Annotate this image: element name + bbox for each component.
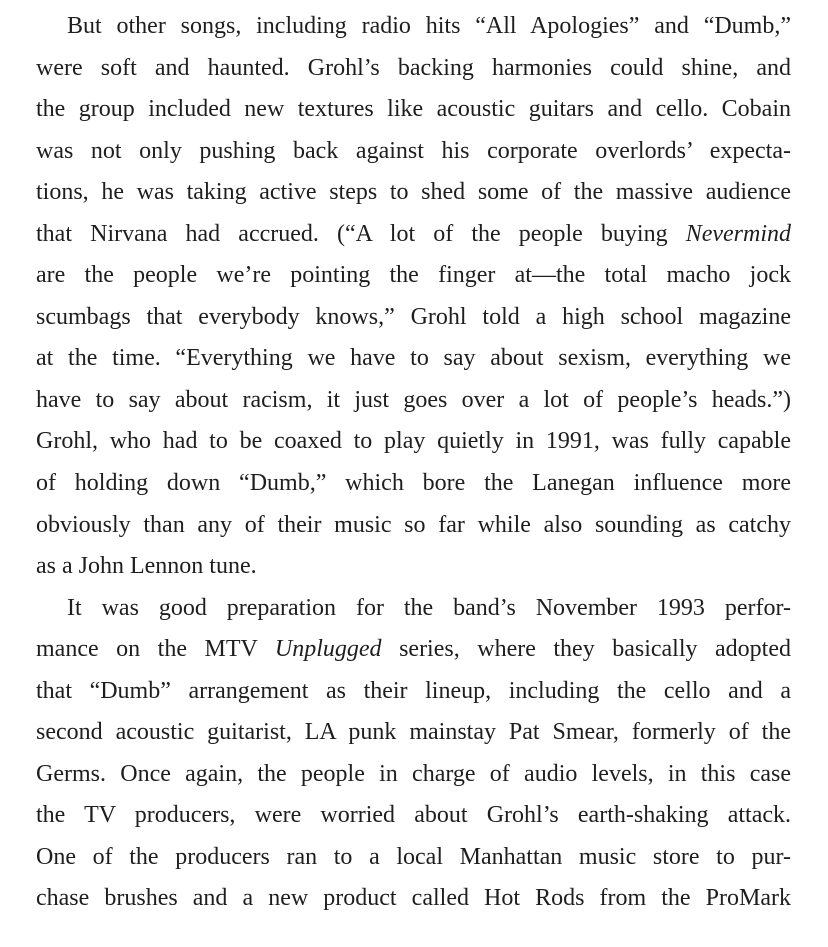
text-line: It was good preparation for the band’s November 1993 perfor- bbox=[67, 594, 791, 621]
text-line: the group included new textures like acoustic guitars and cello. Cobain bbox=[36, 96, 791, 123]
text-line: were soft and haunted. Grohl’s backing harmonies could shine, and bbox=[36, 54, 791, 81]
text-line: chase brushes and a new product called Hot Rods from the ProMark bbox=[36, 885, 791, 912]
text-line: are the people we’re pointing the finger at—the total macho jock bbox=[36, 262, 791, 289]
text-line: scumbags that everybody knows,” Grohl told a high school magazine bbox=[36, 303, 791, 330]
text-line: tions, he was taking active steps to shed some of the massive audience bbox=[36, 179, 791, 206]
text-line: that “Dumb” arrangement as their lineup, including the cello and a bbox=[36, 677, 791, 704]
text-line: Germs. Once again, the people in charge of audio levels, in this case bbox=[36, 760, 791, 787]
text-line: second acoustic guitarist, LA punk mainstay Pat Smear, formerly of the bbox=[36, 719, 791, 746]
text-line: of holding down “Dumb,” which bore the Lanegan influence more bbox=[36, 470, 791, 497]
text-line: at the time. “Everything we have to say about sexism, everything we bbox=[36, 345, 791, 372]
text-line: as a John Lennon tune. bbox=[36, 553, 257, 580]
text-line: But other songs, including radio hits “All Apologies” and “Dumb,” bbox=[67, 13, 791, 39]
text-line: One of the producers ran to a local Manhattan music store to pur- bbox=[36, 843, 791, 870]
text-line: obviously than any of their music so far while also sounding as catchy bbox=[36, 511, 791, 538]
page-text bbox=[36, 6, 791, 920]
text-line: the TV producers, were worried about Grohl’s earth-shaking attack. bbox=[36, 802, 791, 829]
text-line: have to say about racism, it just goes over a lot of people’s heads.”) bbox=[36, 386, 791, 413]
text-line: mance on the MTV Unplugged series, where they basically adopted bbox=[36, 636, 791, 663]
text-line: that Nirvana had accrued. (“A lot of the people buying Nevermind bbox=[36, 220, 791, 247]
text-line: Grohl, who had to be coaxed to play quietly in 1991, was fully capable bbox=[36, 428, 791, 455]
italic-album-title: Nevermind bbox=[685, 220, 791, 247]
text-line: was not only pushing back against his corporate overlords’ expecta- bbox=[36, 137, 791, 164]
italic-album-title: Unplugged bbox=[274, 636, 382, 663]
